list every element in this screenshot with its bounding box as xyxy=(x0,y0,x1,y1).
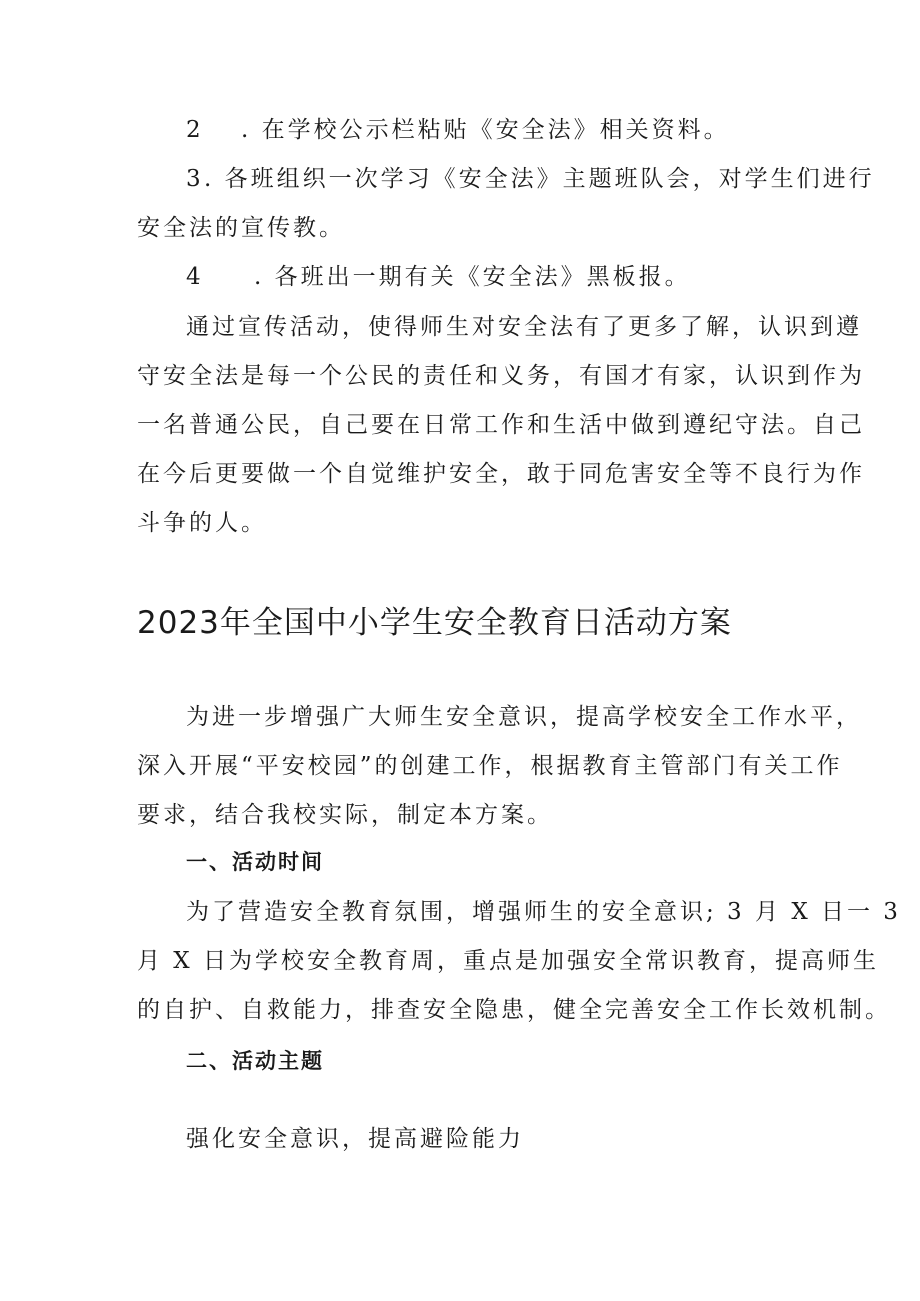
summary-line: 在今后更要做一个自觉维护安全，敢于同危害安全等不良行为作 xyxy=(137,461,865,487)
list-item-number: 2 xyxy=(186,117,204,143)
list-item-3 xyxy=(186,164,875,194)
section1-line: 月 X 日为学校安全教育周，重点是加强安全常识教育，提高师生 xyxy=(137,948,879,974)
list-item-text: . 各班出一期有关《安全法》黑板报。 xyxy=(254,264,691,290)
section1-line: 为了营造安全教育氛围，增强师生的安全意识; 3 月 X 日一 3 xyxy=(186,899,901,925)
intro-line: 要求，结合我校实际，制定本方案。 xyxy=(137,802,553,828)
section2-line: 强化安全意识，提高避险能力 xyxy=(186,1126,524,1152)
section1-line: 的自护、自救能力，排查安全隐患，健全完善安全工作长效机制。 xyxy=(137,997,891,1023)
list-item-2 xyxy=(186,115,730,145)
list-item-text: . 在学校公示栏粘贴《安全法》相关资料。 xyxy=(241,117,730,143)
summary-line: 一名普通公民，自己要在日常工作和生活中做到遵纪守法。自己 xyxy=(137,412,865,438)
section-heading-activity-theme: 二、活动主题 xyxy=(186,1049,324,1073)
summary-line: 守安全法是每一个公民的责任和义务，有国才有家，认识到作为 xyxy=(137,363,865,389)
document-title: 2023年全国中小学生安全教育日活动方案 xyxy=(137,605,732,641)
intro-line: 深入开展“平安校园”的创建工作，根据教育主管部门有关工作 xyxy=(137,753,843,779)
list-item-number: 3 xyxy=(186,166,204,192)
intro-line: 为进一步增强广大师生安全意识，提高学校安全工作水平， xyxy=(186,704,862,730)
summary-line: 斗争的人。 xyxy=(137,510,267,536)
section-heading-activity-time: 一、活动时间 xyxy=(186,850,324,874)
list-item-text: . 各班组织一次学习《安全法》主题班队会，对学生们进行 xyxy=(204,166,875,192)
list-item-number: 4 xyxy=(186,264,204,290)
summary-line: 通过宣传活动，使得师生对安全法有了更多了解，认识到遵 xyxy=(186,314,862,340)
list-item-4 xyxy=(186,262,691,292)
list-item-3-continuation: 安全法的宣传教。 xyxy=(137,215,345,241)
